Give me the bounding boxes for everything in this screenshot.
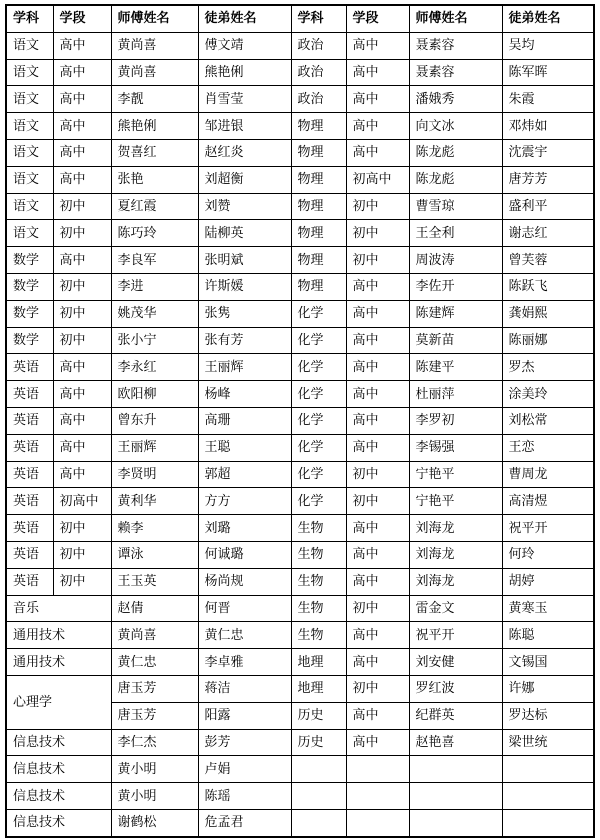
table-cell: 陈聪 — [502, 622, 594, 649]
table-cell: 唐玉芳 — [111, 702, 198, 729]
table-cell: 高中 — [346, 381, 409, 408]
table-cell: 黄尚喜 — [111, 59, 198, 86]
table-cell: 英语 — [6, 407, 53, 434]
table-cell: 黄寒玉 — [502, 595, 594, 622]
table-cell: 生物 — [291, 515, 346, 542]
table-cell: 李良军 — [111, 247, 198, 274]
table-cell: 刘海龙 — [409, 568, 502, 595]
table-row — [6, 756, 594, 783]
table-cell: 初中 — [53, 273, 111, 300]
table-row — [6, 729, 594, 756]
header-cell-mentor-left: 师傅姓名 — [111, 5, 198, 32]
table-cell: 语文 — [6, 86, 53, 113]
table-cell: 谢鹤松 — [111, 809, 198, 836]
table-cell: 胡婷 — [502, 568, 594, 595]
table-cell: 杜丽萍 — [409, 381, 502, 408]
table-row — [6, 783, 594, 810]
table-cell — [291, 809, 346, 836]
table-row — [6, 595, 594, 622]
table-cell: 王丽辉 — [198, 354, 291, 381]
table-cell: 刘海龙 — [409, 541, 502, 568]
table-cell: 熊艳俐 — [111, 113, 198, 140]
table-cell: 龚娟熙 — [502, 300, 594, 327]
table-cell: 音乐 — [6, 595, 111, 622]
table-cell: 化学 — [291, 407, 346, 434]
table-cell: 陈丽娜 — [502, 327, 594, 354]
table-cell: 刘安健 — [409, 649, 502, 676]
table-cell: 曾芙蓉 — [502, 247, 594, 274]
table-cell: 李进 — [111, 273, 198, 300]
table-cell: 化学 — [291, 488, 346, 515]
table-cell: 初中 — [346, 461, 409, 488]
table-cell: 沈震宇 — [502, 139, 594, 166]
table-cell — [502, 756, 594, 783]
table-cell: 高中 — [53, 461, 111, 488]
table-cell: 初中 — [53, 327, 111, 354]
table-row — [6, 354, 594, 381]
table-cell: 历史 — [291, 729, 346, 756]
table-cell: 高珊 — [198, 407, 291, 434]
table-cell: 高中 — [346, 300, 409, 327]
table-cell: 初中 — [53, 541, 111, 568]
table-row — [6, 193, 594, 220]
table-cell: 高中 — [346, 32, 409, 59]
table-row — [6, 139, 594, 166]
table-cell: 李锡强 — [409, 434, 502, 461]
table-cell: 李永红 — [111, 354, 198, 381]
table-row — [6, 568, 594, 595]
table-cell — [409, 756, 502, 783]
table-cell: 英语 — [6, 434, 53, 461]
table-cell: 祝平开 — [502, 515, 594, 542]
table-cell: 高中 — [53, 113, 111, 140]
table-cell: 物理 — [291, 113, 346, 140]
table-cell: 政治 — [291, 59, 346, 86]
table-cell: 涂美玲 — [502, 381, 594, 408]
table-cell: 彭芳 — [198, 729, 291, 756]
table-row — [6, 113, 594, 140]
table-cell — [409, 809, 502, 836]
table-cell: 黄尚喜 — [111, 32, 198, 59]
table-cell: 语文 — [6, 32, 53, 59]
table-cell: 向文冰 — [409, 113, 502, 140]
table-cell: 黄仁忠 — [198, 622, 291, 649]
table-cell: 高中 — [53, 166, 111, 193]
mentor-apprentice-table — [5, 4, 595, 838]
table-cell: 杨峰 — [198, 381, 291, 408]
table-row — [6, 461, 594, 488]
table-cell: 生物 — [291, 622, 346, 649]
table-cell: 高中 — [346, 273, 409, 300]
table-row — [6, 86, 594, 113]
table-cell: 高中 — [346, 354, 409, 381]
table-row — [6, 622, 594, 649]
table-cell: 欧阳柳 — [111, 381, 198, 408]
table-cell: 物理 — [291, 193, 346, 220]
table-body — [6, 32, 594, 836]
table-cell: 高中 — [53, 434, 111, 461]
table-row — [6, 273, 594, 300]
table-cell: 语文 — [6, 113, 53, 140]
table-cell — [291, 783, 346, 810]
table-cell: 语文 — [6, 193, 53, 220]
table-cell: 陈龙彪 — [409, 166, 502, 193]
table-cell: 高中 — [346, 622, 409, 649]
table-cell: 何玲 — [502, 541, 594, 568]
table-cell: 刘超衡 — [198, 166, 291, 193]
table-cell: 方方 — [198, 488, 291, 515]
table-cell: 姚茂华 — [111, 300, 198, 327]
table-cell: 陈龙彪 — [409, 139, 502, 166]
table-cell: 陈巧玲 — [111, 220, 198, 247]
table-cell: 王恋 — [502, 434, 594, 461]
table-cell: 文锡国 — [502, 649, 594, 676]
table-cell: 通用技术 — [6, 649, 111, 676]
table-cell: 历史 — [291, 702, 346, 729]
table-cell — [346, 756, 409, 783]
table-cell: 朱霞 — [502, 86, 594, 113]
table-cell: 李卓雅 — [198, 649, 291, 676]
table-cell: 心理学 — [6, 675, 111, 729]
table-cell: 初中 — [53, 515, 111, 542]
table-cell: 张隽 — [198, 300, 291, 327]
table-cell: 物理 — [291, 220, 346, 247]
table-cell: 高中 — [53, 139, 111, 166]
table-cell: 高中 — [346, 702, 409, 729]
table-cell: 赵艳喜 — [409, 729, 502, 756]
table-cell: 纪群英 — [409, 702, 502, 729]
header-cell-mentor-right: 师傅姓名 — [409, 5, 502, 32]
table-cell: 初中 — [346, 220, 409, 247]
table-row — [6, 381, 594, 408]
table-cell: 高中 — [346, 113, 409, 140]
table-cell: 贺喜红 — [111, 139, 198, 166]
table-cell: 物理 — [291, 139, 346, 166]
table-cell: 谢志红 — [502, 220, 594, 247]
table-cell: 李罗初 — [409, 407, 502, 434]
table-cell: 化学 — [291, 434, 346, 461]
table-cell: 梁世统 — [502, 729, 594, 756]
table-cell: 初中 — [53, 300, 111, 327]
table-cell: 赖李 — [111, 515, 198, 542]
table-cell: 化学 — [291, 300, 346, 327]
table-cell: 张艳 — [111, 166, 198, 193]
table-row — [6, 488, 594, 515]
table-cell: 初中 — [53, 568, 111, 595]
table-cell: 曹雪琼 — [409, 193, 502, 220]
table-cell: 高中 — [53, 381, 111, 408]
table-cell: 化学 — [291, 381, 346, 408]
table-cell: 物理 — [291, 166, 346, 193]
table-cell: 英语 — [6, 354, 53, 381]
table-cell — [409, 783, 502, 810]
table-cell: 地理 — [291, 649, 346, 676]
table-cell: 高中 — [53, 32, 111, 59]
table-cell: 初高中 — [346, 166, 409, 193]
table-cell: 陈跃飞 — [502, 273, 594, 300]
table-cell: 何诚璐 — [198, 541, 291, 568]
table-row — [6, 649, 594, 676]
table-cell: 高中 — [346, 139, 409, 166]
table-cell: 政治 — [291, 86, 346, 113]
table-cell: 高中 — [346, 568, 409, 595]
table-cell: 语文 — [6, 166, 53, 193]
table-cell: 邹进银 — [198, 113, 291, 140]
table-cell: 信息技术 — [6, 809, 111, 836]
table-cell: 英语 — [6, 568, 53, 595]
table-cell: 李佐开 — [409, 273, 502, 300]
table-cell — [291, 756, 346, 783]
table-cell: 生物 — [291, 595, 346, 622]
table-cell: 化学 — [291, 461, 346, 488]
table-row — [6, 434, 594, 461]
table-cell: 周波涛 — [409, 247, 502, 274]
table-cell: 雷金文 — [409, 595, 502, 622]
table-cell: 政治 — [291, 32, 346, 59]
table-cell: 王全利 — [409, 220, 502, 247]
table-cell: 高中 — [346, 59, 409, 86]
table-cell: 数学 — [6, 300, 53, 327]
table-row — [6, 809, 594, 836]
table-cell: 高中 — [346, 327, 409, 354]
table-cell: 高中 — [346, 515, 409, 542]
table-row — [6, 32, 594, 59]
table-cell: 张小宁 — [111, 327, 198, 354]
table-cell: 唐芳芳 — [502, 166, 594, 193]
table-cell: 化学 — [291, 327, 346, 354]
table-cell: 英语 — [6, 461, 53, 488]
table-cell: 英语 — [6, 381, 53, 408]
table-cell: 聂素容 — [409, 59, 502, 86]
header-cell-subject-left: 学科 — [6, 5, 53, 32]
table-cell: 黄小明 — [111, 756, 198, 783]
table-cell: 潘娥秀 — [409, 86, 502, 113]
table-cell: 王丽辉 — [111, 434, 198, 461]
table-cell: 物理 — [291, 273, 346, 300]
table-cell: 罗杰 — [502, 354, 594, 381]
table-cell: 卢娟 — [198, 756, 291, 783]
table-cell: 刘赞 — [198, 193, 291, 220]
header-cell-level-right: 学段 — [346, 5, 409, 32]
table-cell: 赵倩 — [111, 595, 198, 622]
table-cell: 初中 — [346, 675, 409, 702]
table-row — [6, 220, 594, 247]
table-cell: 英语 — [6, 515, 53, 542]
table-cell: 谭泳 — [111, 541, 198, 568]
table-cell: 傅文靖 — [198, 32, 291, 59]
table-cell: 高中 — [346, 407, 409, 434]
table-cell: 李贤明 — [111, 461, 198, 488]
table-cell: 数学 — [6, 247, 53, 274]
table-cell: 信息技术 — [6, 729, 111, 756]
table-row — [6, 515, 594, 542]
table-cell: 陈建平 — [409, 354, 502, 381]
table-cell: 英语 — [6, 488, 53, 515]
table-cell: 初中 — [53, 220, 111, 247]
table-row — [6, 247, 594, 274]
table-cell: 王聪 — [198, 434, 291, 461]
table-cell: 初中 — [346, 595, 409, 622]
table-cell: 物理 — [291, 247, 346, 274]
table-cell: 刘松常 — [502, 407, 594, 434]
table-cell: 黄小明 — [111, 783, 198, 810]
table-cell: 初中 — [346, 488, 409, 515]
table-cell: 陈瑶 — [198, 783, 291, 810]
header-cell-subject-right: 学科 — [291, 5, 346, 32]
table-cell: 黄利华 — [111, 488, 198, 515]
table-cell: 李靓 — [111, 86, 198, 113]
table-row — [6, 541, 594, 568]
table-cell: 化学 — [291, 354, 346, 381]
table-cell: 刘海龙 — [409, 515, 502, 542]
table-cell: 夏红霞 — [111, 193, 198, 220]
table-cell: 危孟君 — [198, 809, 291, 836]
table-cell: 王玉英 — [111, 568, 198, 595]
table-cell: 阳露 — [198, 702, 291, 729]
table-row — [6, 300, 594, 327]
table-cell — [346, 809, 409, 836]
table-cell: 高中 — [346, 649, 409, 676]
table-cell: 高中 — [53, 86, 111, 113]
table-cell: 初中 — [346, 193, 409, 220]
table-cell: 黄仁忠 — [111, 649, 198, 676]
table-cell: 张明斌 — [198, 247, 291, 274]
table-cell: 初中 — [346, 247, 409, 274]
table-row — [6, 407, 594, 434]
table-cell: 许娜 — [502, 675, 594, 702]
table-cell: 邓炜如 — [502, 113, 594, 140]
header-cell-apprentice-right: 徒弟姓名 — [502, 5, 594, 32]
table-cell: 杨尚规 — [198, 568, 291, 595]
table-cell: 初高中 — [53, 488, 111, 515]
table-cell: 高中 — [346, 86, 409, 113]
table-cell: 生物 — [291, 541, 346, 568]
table-cell: 蒋洁 — [198, 675, 291, 702]
table-cell: 赵红炎 — [198, 139, 291, 166]
header-cell-apprentice-left: 徒弟姓名 — [198, 5, 291, 32]
table-cell: 祝平开 — [409, 622, 502, 649]
table-cell: 陈建辉 — [409, 300, 502, 327]
table-cell: 语文 — [6, 59, 53, 86]
table-cell: 聂素容 — [409, 32, 502, 59]
table-cell: 数学 — [6, 273, 53, 300]
table-cell: 肖雪莹 — [198, 86, 291, 113]
table-cell: 黄尚喜 — [111, 622, 198, 649]
table-cell: 英语 — [6, 541, 53, 568]
table-cell: 数学 — [6, 327, 53, 354]
table-cell — [502, 809, 594, 836]
table-cell: 宁艳平 — [409, 488, 502, 515]
table-row — [6, 59, 594, 86]
table-cell: 宁艳平 — [409, 461, 502, 488]
table-cell: 张有芳 — [198, 327, 291, 354]
table-cell: 语文 — [6, 220, 53, 247]
header-cell-level-left: 学段 — [53, 5, 111, 32]
table-row — [6, 327, 594, 354]
table-cell — [346, 783, 409, 810]
table-cell: 高中 — [53, 354, 111, 381]
table-cell: 通用技术 — [6, 622, 111, 649]
table-row — [6, 166, 594, 193]
table-cell: 信息技术 — [6, 756, 111, 783]
table-cell: 罗红波 — [409, 675, 502, 702]
table-cell: 高中 — [53, 247, 111, 274]
table-cell: 熊艳俐 — [198, 59, 291, 86]
table-cell: 高中 — [53, 407, 111, 434]
table-row — [6, 675, 594, 702]
table-cell: 陆柳英 — [198, 220, 291, 247]
table-cell: 许斯媛 — [198, 273, 291, 300]
table-cell: 高中 — [346, 541, 409, 568]
table-cell: 郭超 — [198, 461, 291, 488]
table-cell: 初中 — [53, 193, 111, 220]
table-cell: 高中 — [53, 59, 111, 86]
table-cell: 莫新苗 — [409, 327, 502, 354]
table-cell: 罗达标 — [502, 702, 594, 729]
table-cell: 盛利平 — [502, 193, 594, 220]
table-cell: 高清煜 — [502, 488, 594, 515]
table-cell: 陈军晖 — [502, 59, 594, 86]
header-row — [6, 5, 594, 32]
table-cell: 生物 — [291, 568, 346, 595]
table-cell: 刘璐 — [198, 515, 291, 542]
table-cell: 地理 — [291, 675, 346, 702]
table-cell: 唐玉芳 — [111, 675, 198, 702]
table-cell: 高中 — [346, 729, 409, 756]
table-cell: 高中 — [346, 434, 409, 461]
table-cell: 曾东升 — [111, 407, 198, 434]
table-cell: 李仁杰 — [111, 729, 198, 756]
table-cell: 吴均 — [502, 32, 594, 59]
table-cell — [502, 783, 594, 810]
table-cell: 何晋 — [198, 595, 291, 622]
table-cell: 曹周龙 — [502, 461, 594, 488]
table-cell: 信息技术 — [6, 783, 111, 810]
table-cell: 语文 — [6, 139, 53, 166]
